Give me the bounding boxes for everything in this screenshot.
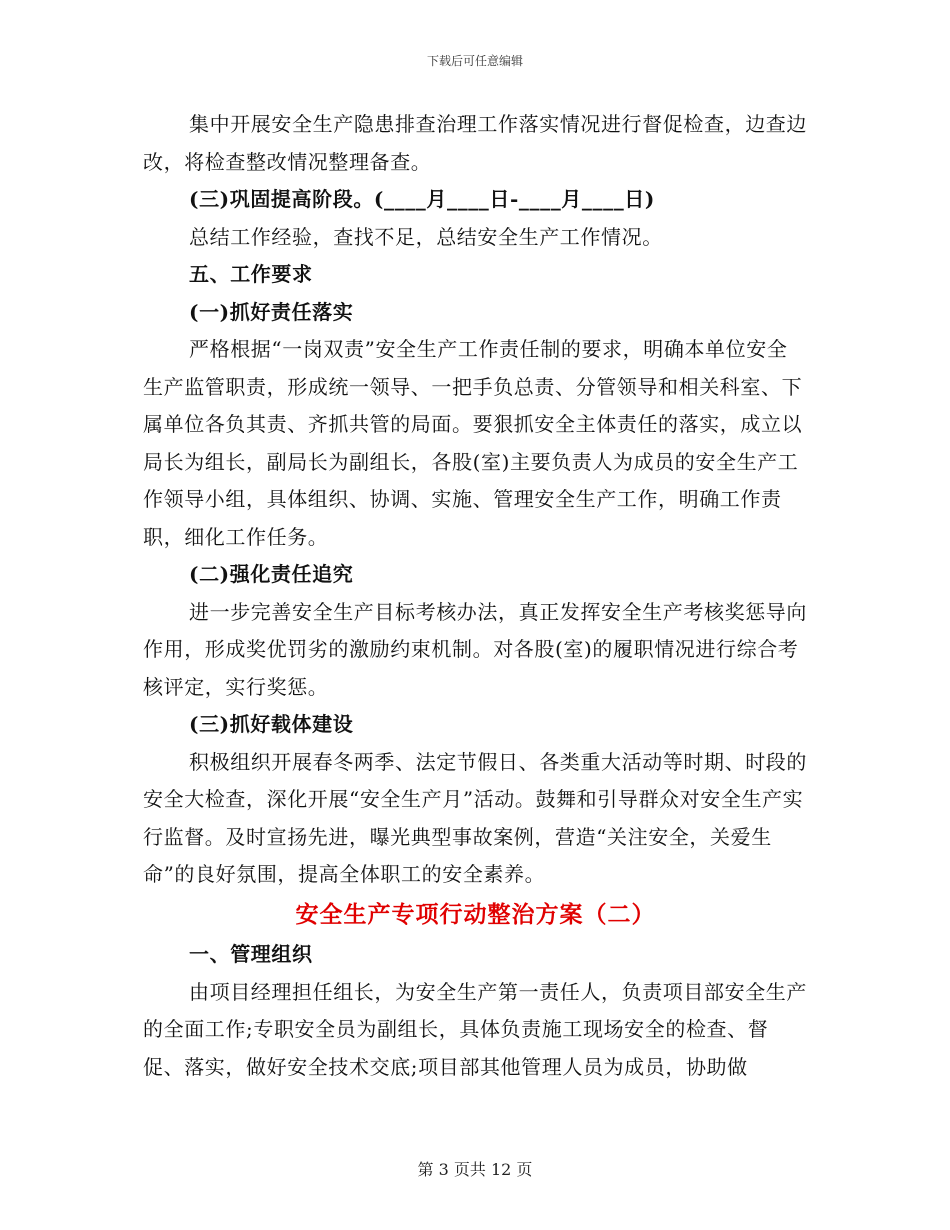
document-title: 安全生产专项行动整治方案（二） [295,900,656,928]
paragraph: 总结工作经验，查找不足，总结安全生产工作情况。 [189,224,663,249]
subsection-heading: (二)强化责任追究 [189,562,354,586]
section-heading: 一、管理组织 [189,942,313,966]
subsection-heading: (一)抓好责任落实 [189,299,354,324]
paragraph: 集中开展安全生产隐患排查治理工作落实情况进行督促检查，边查边改，将检查整改情况整理备查。 [143,112,807,174]
subsection-heading: (三)抓好载体建设 [189,712,354,736]
stage-heading: (三)巩固提高阶段。(____月____日-____月____日) [189,187,655,211]
page-header: 下载后可任意编辑 [426,54,523,68]
document-body [143,106,808,1086]
paragraph: 由项目经理担任组长，为安全生产第一责任人，负责项目部安全生产的全面工作;专职安全员为副组长，具体负责施工现场安全的检查、督促、落实，做好安全技术交底;项目部其他管理人员为成员，协助做 [143,979,807,1079]
section-heading: 五、工作要求 [189,262,313,286]
paragraph: 严格根据“一岗双责”安全生产工作责任制的要求，明确本单位安全生产监管职责，形成统一领导、一把手负总责、分管领导和相关科室、下属单位各负其责、齐抓共管的局面。要狠抓安全主体责任的落实，成立以局长为组长，副局长为副组长，各股(室)主要负责人为成员的安全生产工作领导小组，具体组织、协调、实施、管理安全生产工作，明确工作责职，细化工作任务。 [143,337,803,549]
page-footer: 第 3 页共 12 页 [417,1160,533,1179]
paragraph: 积极组织开展春冬两季、法定节假日、各类重大活动等时期、时段的安全大检查，深化开展“安全生产月”活动。鼓舞和引导群众对安全生产实行监督。及时宣扬先进，曝光典型事故案例，营造“关注安全，关爱生命”的良好氛围，提高全体职工的安全素养。 [143,749,807,886]
paragraph: 进一步完善安全生产目标考核办法，真正发挥安全生产考核奖惩导向作用，形成奖优罚劣的激励约束机制。对各股(室)的履职情况进行综合考核评定，实行奖惩。 [143,599,807,699]
